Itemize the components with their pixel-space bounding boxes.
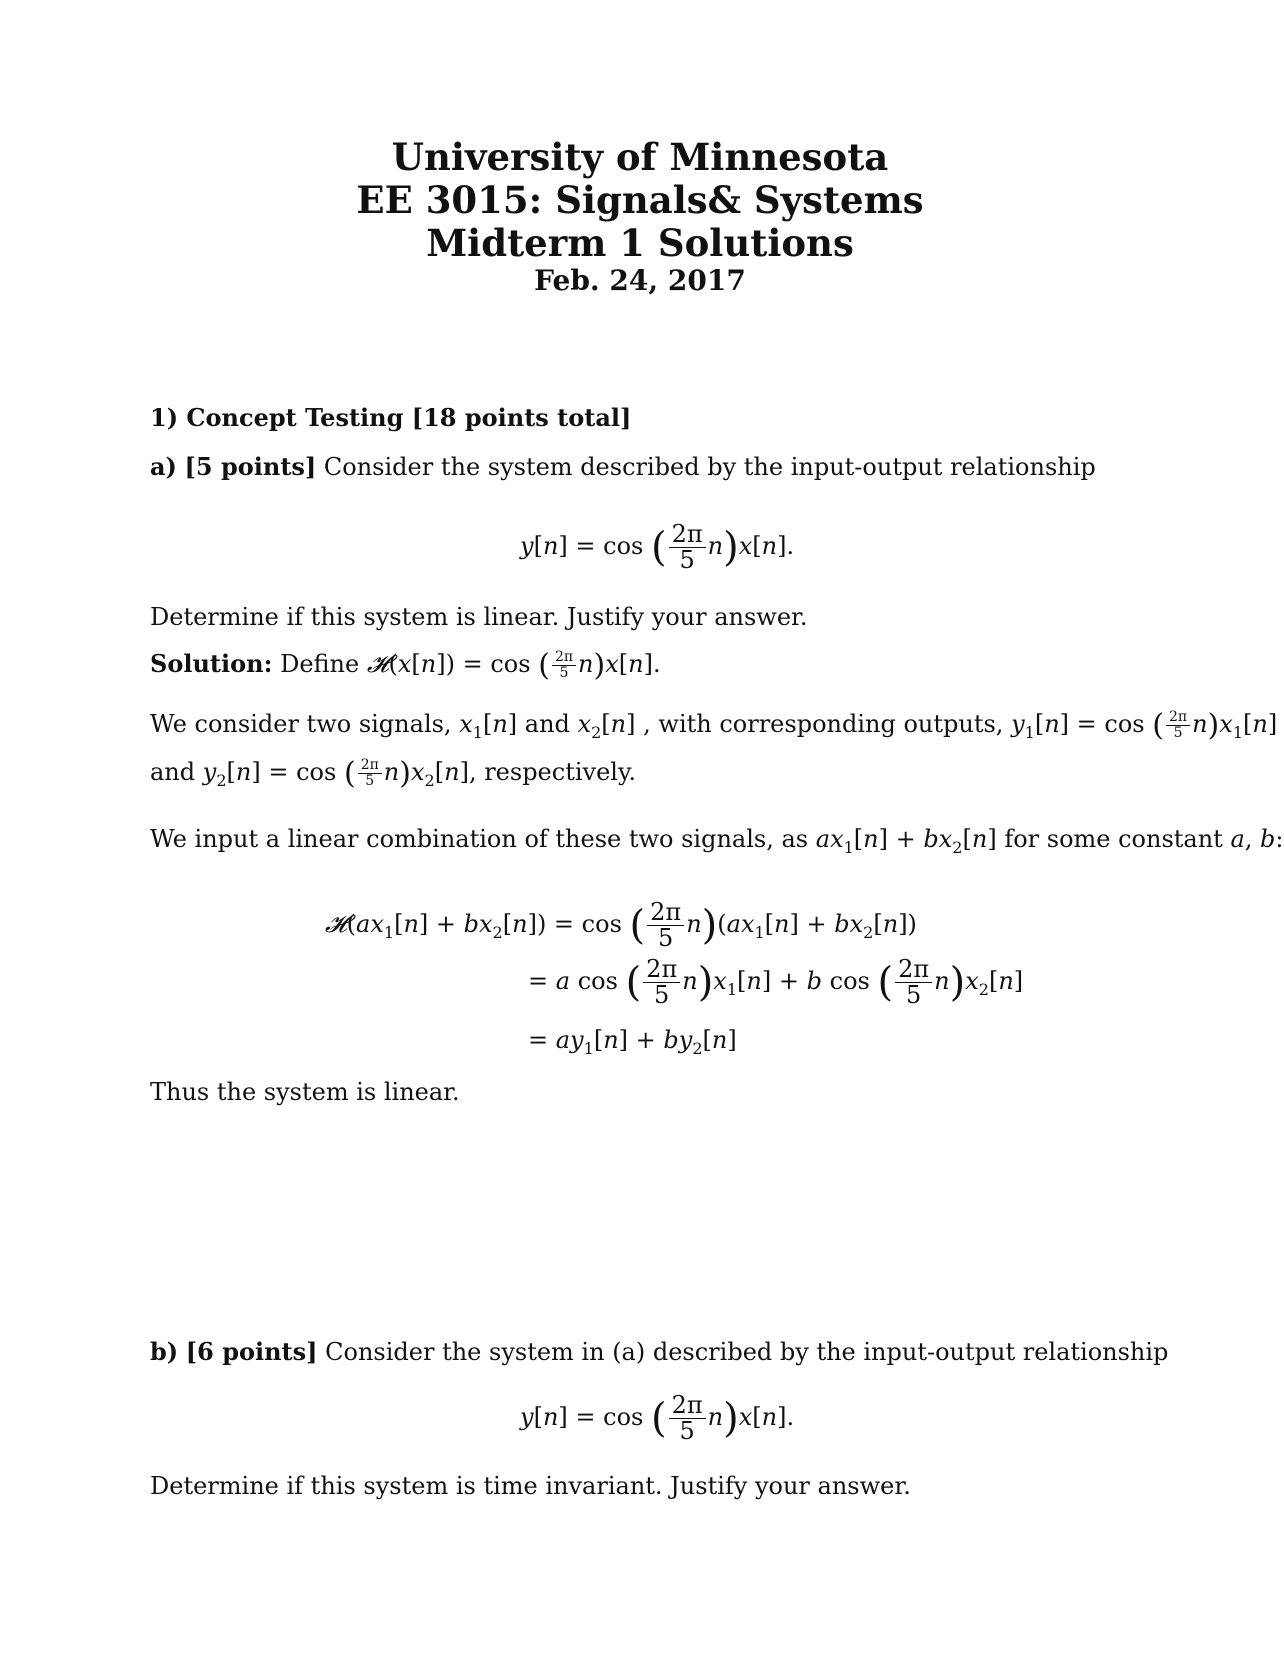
solution-line-3: and $y_2[n] = \cos$ ( $\frac{2\pi}{5}$ $n)x_2[n]$, respectively. — [150, 756, 636, 791]
derivation-line-3: = $ay_1[n] + by_2[n]$ — [528, 1026, 737, 1058]
derivation-line-1: $𝓗(ax_1[n] + bx_2[n]) = \cos$ ( $\frac{2\pi}{5}$ $n)(ax_1[n] + bx_2[n])$ — [325, 898, 917, 953]
part-a-question: Determine if this system is linear. Justify your answer. — [150, 603, 808, 631]
part-a-label: a) — [150, 452, 177, 481]
part-a-prompt — [150, 452, 1096, 481]
part-b-question: Determine if this system is time invariant. Justify your answer. — [150, 1472, 911, 1500]
part-b-points: [6 points] — [185, 1337, 318, 1366]
doc-university: University of Minnesota — [391, 135, 889, 179]
part-b-prompt-text: Consider the system in (a) described by the input-output relationship — [325, 1338, 1169, 1366]
doc-exam: Midterm 1 Solutions — [426, 221, 854, 265]
solution-line-4: We input a linear combination of these two signals, as $ax_1[n] + bx_2[n]$ for some constant a, b: — [150, 825, 1284, 857]
part-a-prompt-text: Consider the system described by the input-output relationship — [323, 453, 1096, 481]
equation-a: y[n] = cos ( $\frac{2\pi}{5}$ n)x[n]. — [520, 520, 795, 575]
doc-course: EE 3015: Signals& Systems — [356, 178, 924, 222]
derivation-line-2: = a cos ( $\frac{2\pi}{5}$ $n)x_1[n] + b$ cos ( $\frac{2\pi}{5}$ $n)x_2[n]$ — [528, 955, 1024, 1010]
section-heading: 1) Concept Testing [18 points total] — [150, 403, 632, 432]
part-a-conclusion: Thus the system is linear. — [150, 1078, 460, 1106]
part-b-prompt — [150, 1337, 1168, 1366]
equation-b: y[n] = cos ( $\frac{2\pi}{5}$ n)x[n]. — [520, 1391, 795, 1446]
doc-date: Feb. 24, 2017 — [534, 264, 746, 297]
part-b-label: b) — [150, 1337, 179, 1366]
part-a-points: [5 points] — [184, 452, 317, 481]
solution-define: Solution: Define 𝓗(x[n]) = cos ( $\frac{2\pi}{5}$ n)x[n]. — [150, 648, 661, 683]
solution-line-2: We consider two signals, $x_1[n]$ and $x_2[n]$ , with corresponding outputs, $y_1[n] = \cos$ ( $\frac{2\pi}{5}$ $n)x_1[n]$ — [150, 708, 1278, 743]
